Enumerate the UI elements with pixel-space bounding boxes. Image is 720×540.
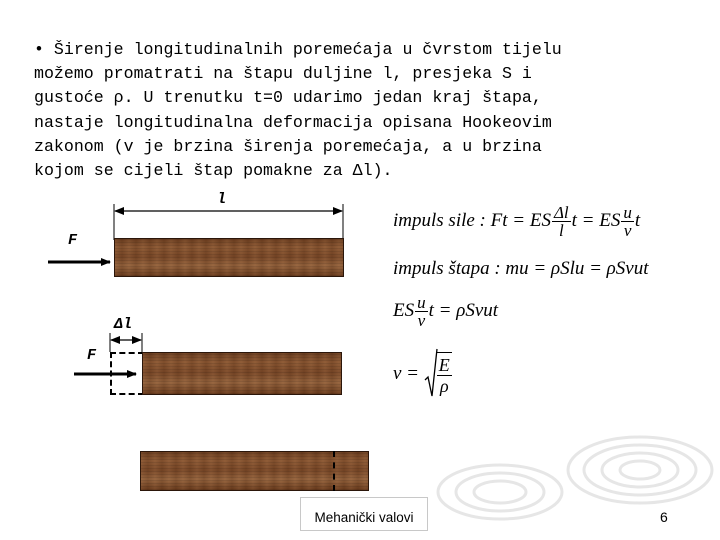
fraction-numerator: E (438, 355, 450, 375)
rod-initial (114, 238, 344, 277)
intro-paragraph (34, 38, 682, 183)
fraction-denominator: v (417, 311, 426, 330)
formula-text: t (634, 209, 641, 231)
length-label: l (217, 191, 227, 208)
paragraph-line: gustoće ρ. U trenutku t=0 udarimo jedan kraj štapa, (34, 88, 542, 108)
water-ripple-decoration (430, 420, 720, 540)
rod-displaced-ghost (110, 352, 144, 395)
fraction-u-over-v (415, 294, 428, 329)
formula-text: t = ES (571, 209, 621, 231)
fraction-numerator: u (417, 293, 426, 312)
paragraph-line: kojom se cijeli štap pomakne za Δl). (34, 161, 393, 181)
force-label-bottom: F (87, 347, 97, 364)
fraction-u-over-v (621, 204, 634, 239)
formula-text: ES (393, 299, 415, 321)
rod-compressed (142, 352, 342, 395)
fraction-e-over-rho (437, 352, 452, 396)
formula-impulse-force (393, 204, 640, 239)
fraction-delta-l-over-l (552, 204, 571, 239)
paragraph-line: možemo promatrati na štapu duljine l, presjeka S i (34, 64, 532, 84)
fraction-denominator: v (623, 221, 632, 240)
formula-text: t = ρSvut (428, 299, 499, 321)
page-number: 6 (660, 509, 668, 525)
paragraph-line: • Širenje longitudinalnih poremećaja u čvrstom tijelu (34, 40, 562, 59)
square-root-sign (424, 348, 438, 400)
formula-impulse-rod (393, 258, 649, 280)
footer-title: Mehanički valovi (314, 510, 414, 525)
paragraph-line: zakonom (v je brzina širenja poremećaja, a u brzina (34, 136, 542, 156)
force-label-top: F (68, 232, 78, 249)
delta-l-label: Δl (114, 316, 133, 333)
fraction-numerator: Δl (553, 203, 569, 222)
formula-text: impuls štapa : mu = ρSlu = ρSvut (393, 258, 649, 279)
fraction-denominator: l (558, 221, 564, 240)
formula-text: impuls sile : Ft = ES (393, 209, 551, 231)
fraction-numerator: u (623, 203, 632, 222)
formula-text: v = (393, 363, 420, 384)
footer-title-box (300, 497, 428, 531)
formula-equality (393, 294, 498, 329)
rod-wave-front (140, 451, 369, 491)
paragraph-line: nastaje longitudinalna deformacija opisana Hookeovim (34, 112, 552, 132)
formula-velocity (393, 348, 453, 400)
fraction-denominator: ρ (439, 376, 449, 396)
wave-front-line (333, 451, 335, 491)
